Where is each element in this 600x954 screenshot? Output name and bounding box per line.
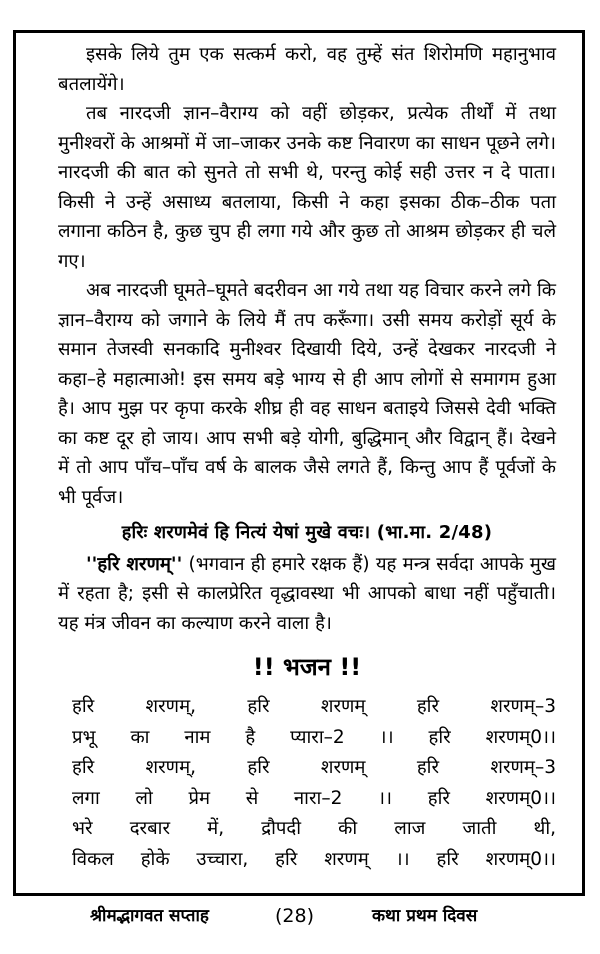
- bhajan-line-text: प्रभू का नाम है प्यारा–2 ।। हरि शरणम्0।।: [72, 726, 556, 748]
- bhajan-lines: [58, 692, 556, 875]
- footer-section: कथा प्रथम दिवस: [372, 906, 478, 926]
- bhajan-line-text: विकल होके उच्चारा, हरि शरणम् ।। हरि शरणम्0।।: [72, 848, 556, 870]
- paragraph-1: इसके लिये तुम एक सत्कर्म करो, वह तुम्हें संत शिरोमणि महानुभाव बतलायेंगे।: [58, 44, 556, 95]
- mantra-quote: ''हरि शरणम्'': [86, 553, 183, 575]
- scripture-verse: हरिः शरणमेवं हि नित्यं येषां मुखे वचः। (भा.मा. 2/48): [121, 522, 493, 543]
- bhajan-line-2: [58, 723, 556, 754]
- bhajan-line-text: हरि शरणम्, हरि शरणम् हरि शरणम्–3: [72, 757, 556, 778]
- footer-book-title: श्रीमद्भागवत सप्ताह: [90, 906, 209, 926]
- bhajan-line-text: लगा लो प्रेम से नारा–2 ।। हरि शरणम्0।।: [72, 787, 556, 809]
- bhajan-line-1: [58, 692, 556, 723]
- page-content: [58, 40, 556, 875]
- bhajan-line-text: भरे दरबार में, द्रौपदी की लाज जाती थी,: [72, 818, 556, 839]
- bhajan-title: !! भजन !!: [252, 653, 362, 681]
- bhajan-line-3: [58, 753, 556, 784]
- mantra-text: (भगवान ही हमारे रक्षक हैं) यह मन्त्र सर्वदा आपके मुख में रहता है; इसी से कालप्रेरित वृद्धावस्था भी आपको बाधा नहीं पहुँचाती। यह मंत्र जीवन का कल्याण करने वाला है।: [58, 553, 556, 634]
- page-footer: [0, 901, 600, 931]
- paragraph-2: तब नारदजी ज्ञान–वैराग्य को वहीं छोड़कर, प्रत्येक तीर्थों में तथा मुनीश्वरों के आश्रमों में जा–जाकर उनके कष्ट निवारण का साधन पूछने लगे। नारदजी की बात को सुनते तो सभी थे, परन्तु कोई सही उत्तर न दे पाता। किसी ने उन्हें असाध्य बतलाया, किसी ने कहा इसका ठीक–ठीक पता लगाना कठिन है, कुछ चुप ही लगा गये और कुछ तो आश्रम छोड़कर ही चले गए।: [58, 103, 556, 272]
- bhajan-line-6: [58, 845, 556, 876]
- bhajan-line-5: [58, 814, 556, 845]
- bhajan-line-4: [58, 784, 556, 815]
- paragraph-3: अब नारदजी घूमते–घूमते बदरीवन आ गये तथा यह विचार करने लगे कि ज्ञान–वैराग्य को जगाने के लिये मैं तप करूँगा। उसी समय करोड़ों सूर्य के समान तेजस्वी सनकादि मुनीश्वर दिखायी दिये, उन्हें देखकर नारदजी ने कहा–हे महात्माओ! इस समय बड़े भाग्य से ही आप लोगों से समागम हुआ है। आप मुझ पर कृपा करके शीघ्र ही वह साधन बताइये जिससे देवी भक्ति का कष्ट दूर हो जाय। आप सभी बड़े योगी, बुद्धिमान् और विद्वान् हैं। देखने में तो आप पाँच–पाँच वर्ष के बालक जैसे लगते हैं, किन्तु आप हैं पूर्वजों के भी पूर्वज।: [58, 280, 556, 508]
- bhajan-line-text: हरि शरणम्, हरि शरणम् हरि शरणम्–3: [72, 696, 556, 717]
- page-number: (28): [275, 905, 315, 927]
- mantra-paragraph: [58, 550, 556, 639]
